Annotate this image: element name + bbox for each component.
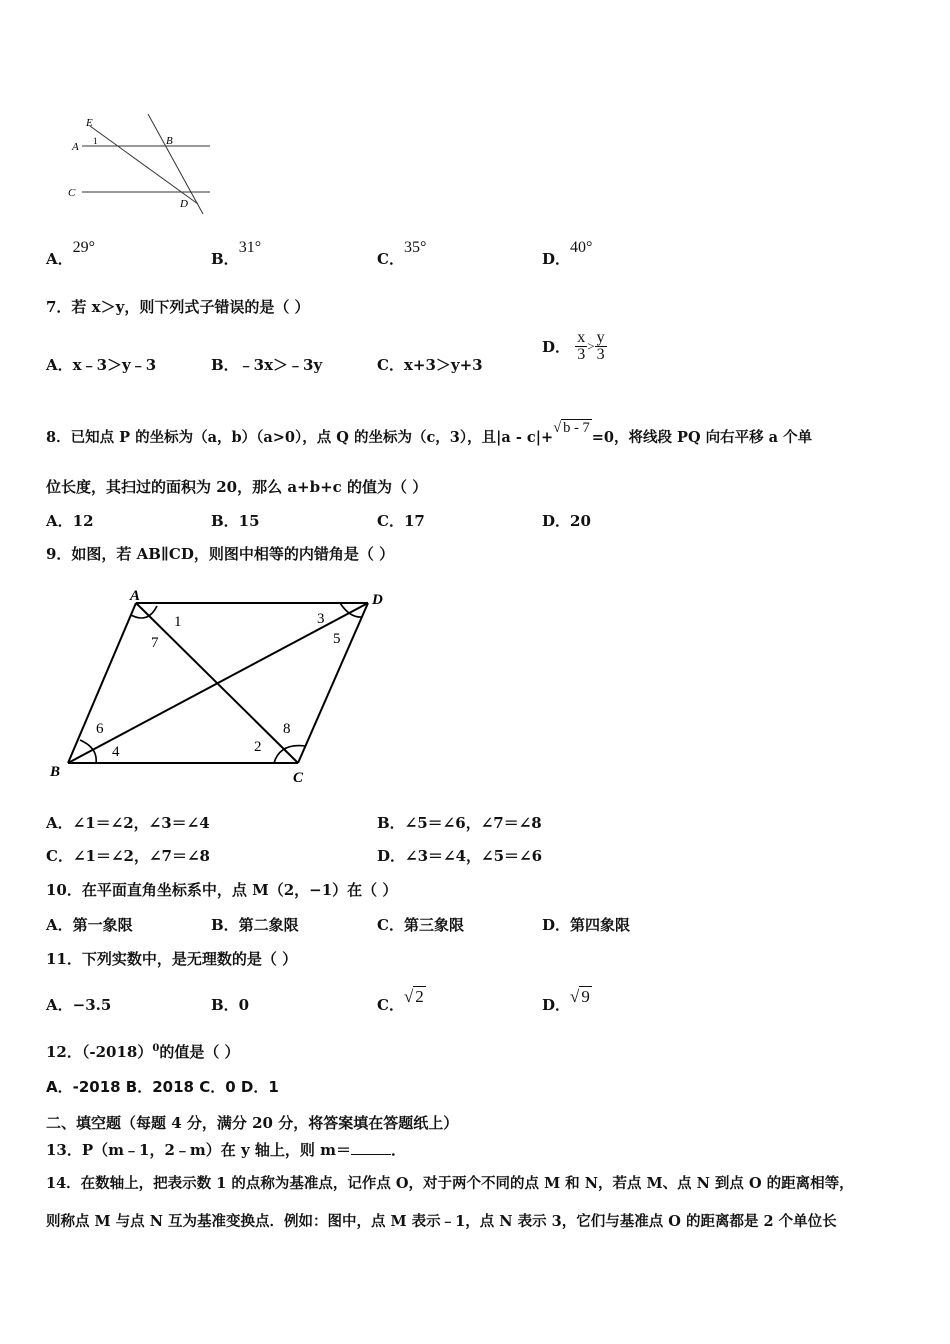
angle-label-8: 8: [283, 721, 291, 737]
q6-option-b-value: 31°: [238, 239, 262, 256]
angle-label-5: 5: [333, 631, 341, 647]
q6-option-c-letter: C．: [377, 250, 404, 268]
q6-option-d: [542, 239, 593, 269]
q9-option-d: D．∠3＝∠4，∠5＝∠6: [377, 847, 543, 865]
q12-options: A．-2018 B．2018 C．0 D．1: [46, 1078, 279, 1096]
q13-stem-end: ．: [391, 1141, 407, 1159]
q12-stem-post: 的值是（ ）: [159, 1043, 240, 1061]
q7-fraction-right-num: y: [596, 329, 605, 346]
q8-stem-line2: 位长度，其扫过的面积为 20，那么 a+b+c 的值为（ ）: [46, 478, 428, 496]
q8-radicand: b - 7: [563, 420, 590, 436]
angle-label-3: 3: [317, 611, 325, 627]
q11-option-a: A．−3.5: [46, 996, 112, 1014]
label-b: B: [166, 135, 173, 147]
q8-stem-line1: [46, 420, 813, 447]
q7-option-a: A．x﹣3＞y﹣3: [46, 356, 157, 374]
q11-option-c-letter: C．: [377, 996, 404, 1014]
q8-option-b: B．15: [211, 512, 260, 530]
q7-gt-sign: >: [587, 338, 595, 354]
vertex-c: C: [293, 770, 304, 786]
q11-stem: 11．下列实数中，是无理数的是（ ）: [46, 950, 298, 968]
q7-option-c: C．x+3＞y+3: [377, 356, 483, 374]
q10-option-c: C．第三象限: [377, 916, 464, 934]
segment-bd: [68, 603, 368, 763]
label-d: D: [180, 198, 188, 210]
segment-dc: [298, 603, 368, 763]
q8-option-a: A．12: [46, 512, 94, 530]
q7-option-d: [542, 330, 607, 363]
q10-option-d: D．第四象限: [542, 916, 631, 934]
q7-stem: 7．若 x＞y，则下列式子错误的是（ ）: [46, 298, 310, 316]
q7-fraction-right: [595, 330, 607, 363]
q7-fraction-left: [575, 330, 587, 363]
q6-option-c-value: 35°: [403, 239, 427, 256]
angle-label-7: 7: [151, 635, 159, 651]
q11-sqrt-9: √ 9: [570, 987, 590, 1006]
q9-figure: [40, 580, 390, 790]
q8-sqrt: √ b - 7: [553, 420, 590, 436]
q6-option-b-letter: B．: [211, 250, 239, 268]
segment-ab: [68, 603, 136, 763]
q8-option-d: D．20: [542, 512, 591, 530]
angle-label-4: 4: [112, 744, 120, 760]
q8-option-c: C．17: [377, 512, 425, 530]
label-angle-1: 1: [93, 136, 98, 146]
line-bd: [148, 114, 203, 214]
q8-stem-part1: 8．已知点 P 的坐标为（a，b）（a>0），点 Q 的坐标为（c，3），且|a - c|+: [46, 429, 554, 446]
q11-option-b: B．0: [211, 996, 250, 1014]
section2-heading: 二、填空题（每题 4 分，满分 20 分，将答案填在答题纸上）: [46, 1114, 459, 1132]
q10-option-a: A．第一象限: [46, 916, 133, 934]
q6-option-b: [211, 239, 262, 269]
q11-radicand-9: 9: [581, 987, 590, 1006]
q7-option-b: B．﹣3x＞﹣3y: [211, 356, 323, 374]
q14-line2: 则称点 M 与点 N 互为基准变换点．例如：图中，点 M 表示﹣1，点 N 表示 3，它们与基准点 O 的距离都是 2 个单位长: [46, 1213, 837, 1230]
q6-figure: [60, 110, 220, 220]
q13-stem-text: 13．P（m﹣1，2﹣m）在 y 轴上，则 m＝: [46, 1141, 352, 1159]
angle-label-1: 1: [174, 614, 182, 630]
q6-option-d-value: 40°: [570, 239, 593, 256]
angle-label-2: 2: [254, 739, 262, 755]
q6-option-a-letter: A．: [46, 250, 73, 268]
angle-arc-d: [340, 603, 362, 617]
q10-stem: 10．在平面直角坐标系中，点 M（2，−1）在（ ）: [46, 881, 398, 899]
q12-stem: [46, 1041, 240, 1062]
q14-line1: 14．在数轴上，把表示数 1 的点称为基准点，记作点 O，对于两个不同的点 M 和 N，若点 M、点 N 到点 O 的距离相等，: [46, 1175, 854, 1192]
q6-option-c: [377, 239, 427, 269]
q9-option-a: A．∠1＝∠2，∠3＝∠4: [46, 814, 210, 832]
q11-option-d: [542, 987, 592, 1015]
q7-option-d-letter: D．: [542, 338, 571, 356]
q9-stem: 9．如图，若 AB∥CD，则图中相等的内错角是（ ）: [46, 545, 395, 563]
q12-exponent: 0: [152, 1043, 160, 1054]
q8-stem-part2: =0，将线段 PQ 向右平移 a 个单: [591, 429, 813, 446]
q6-option-a: [46, 239, 96, 269]
q10-option-b: B．第二象限: [211, 916, 299, 934]
q11-option-d-letter: D．: [542, 996, 571, 1014]
q7-fraction-right-den: 3: [596, 346, 605, 363]
q11-radicand-2: 2: [415, 987, 424, 1006]
q9-option-b: B．∠5＝∠6，∠7＝∠8: [377, 814, 542, 832]
q12-stem-pre: 12．（-2018）: [46, 1043, 153, 1061]
q13-answer-blank[interactable]: [351, 1154, 391, 1155]
q6-option-d-letter: D．: [542, 250, 571, 268]
q7-fraction-left-den: 3: [577, 346, 586, 363]
label-a: A: [72, 141, 79, 153]
label-c: C: [68, 187, 76, 199]
vertex-d: D: [372, 592, 383, 608]
vertex-a: A: [130, 588, 141, 604]
q6-option-a-value: 29°: [72, 239, 96, 256]
q9-option-c: C．∠1＝∠2，∠7＝∠8: [46, 847, 210, 865]
q11-option-c: [377, 987, 426, 1015]
q7-fraction-left-num: x: [577, 329, 586, 346]
q13-stem: [46, 1139, 406, 1160]
vertex-b: B: [50, 764, 61, 780]
q11-sqrt-2: √ 2: [403, 987, 424, 1006]
angle-label-6: 6: [96, 721, 104, 737]
label-e: E: [86, 117, 93, 129]
